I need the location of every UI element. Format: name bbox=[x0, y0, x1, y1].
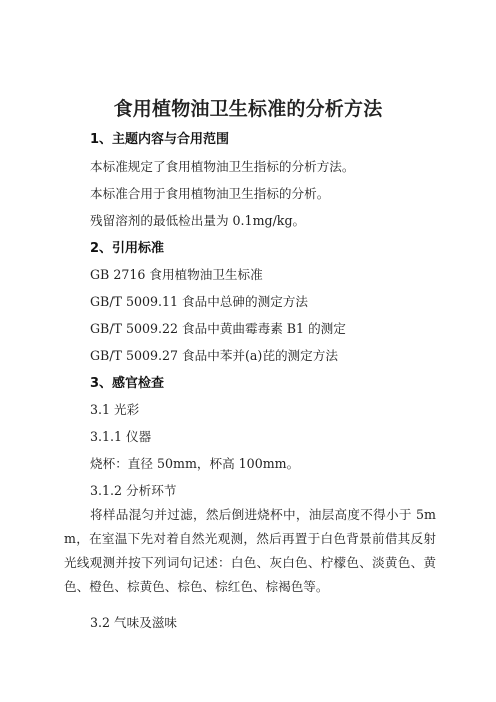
analysis-procedure-paragraph: 将样品混匀并过滤，然后倒进烧杯中，油层高度不得小于 5mm，在室温下先对着自然光观测，然后再置于白色背景前借其反射光线观测并按下列词句记述：白色、灰白色、柠檬色、淡黄色、黄色、橙色、棕黄色、棕色、棕红色、棕褐色等。 bbox=[64, 507, 436, 594]
section-1-line-2: 本标准合用于食用植物油卫生指标的分析。 bbox=[90, 186, 330, 201]
reference-gbt-5009-27: GB/T 5009.27 食品中苯并(a)芘的测定方法 bbox=[90, 348, 338, 363]
section-1-heading: 1、主题内容与合用范围 bbox=[90, 132, 230, 147]
subsection-3-1: 3.1 光彩 bbox=[90, 402, 140, 417]
section-1-line-1: 本标准规定了食用植物油卫生指标的分析方法。 bbox=[90, 159, 355, 174]
document-title: 食用植物油卫生标准的分析方法 bbox=[113, 98, 383, 120]
subsection-3-1-2: 3.1.2 分析环节 bbox=[90, 483, 177, 498]
section-3-heading: 3、感官检查 bbox=[90, 376, 165, 391]
beaker-spec: 烧杯：直径 50mm，杯高 100mm。 bbox=[90, 456, 300, 471]
section-1-line-3: 残留溶剂的最低检出量为 0.1mg/kg。 bbox=[90, 213, 306, 228]
reference-gbt-5009-11: GB/T 5009.11 食品中总砷的测定方法 bbox=[90, 294, 308, 309]
section-2-heading: 2、引用标准 bbox=[90, 241, 165, 256]
reference-gbt-5009-22: GB/T 5009.22 食品中黄曲霉毒素 B1 的测定 bbox=[90, 321, 346, 336]
subsection-3-2: 3.2 气味及滋味 bbox=[90, 615, 178, 630]
subsection-3-1-1: 3.1.1 仪器 bbox=[90, 429, 152, 444]
reference-gb-2716: GB 2716 食用植物油卫生标准 bbox=[90, 267, 263, 282]
